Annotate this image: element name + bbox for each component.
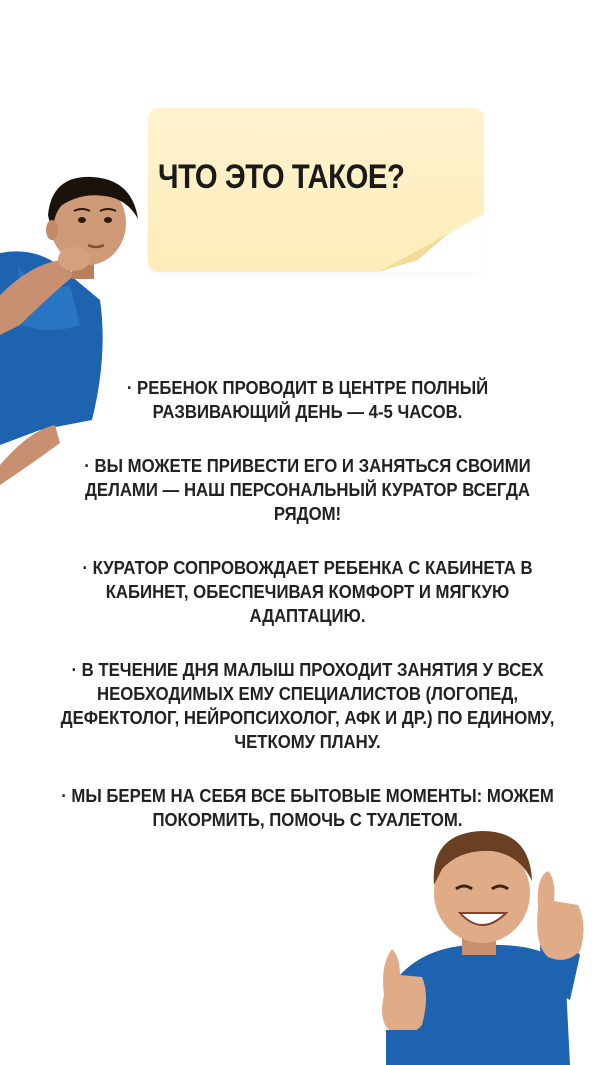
bullet-list xyxy=(40,376,575,862)
sticky-note-fold xyxy=(378,214,484,272)
bullet-item: · КУРАТОР СОПРОВОЖДАЕТ РЕБЕНКА С КАБИНЕТА В КАБИНЕТ, ОБЕСПЕЧИВАЯ КОМФОРТ И МЯГКУЮ АДАПТАЦИЮ. xyxy=(82,558,533,626)
bullet-item: · ВЫ МОЖЕТЕ ПРИВЕСТИ ЕГО И ЗАНЯТЬСЯ СВОИМИ ДЕЛАМИ — НАШ ПЕРСОНАЛЬНЫЙ КУРАТОР ВСЕГДА РЯДОМ! xyxy=(84,456,531,524)
thumbs-up-boy-image xyxy=(370,825,598,1065)
page-title: ЧТО ЭТО ТАКОЕ? xyxy=(158,158,405,196)
bullet-item: · В ТЕЧЕНИЕ ДНЯ МАЛЫШ ПРОХОДИТ ЗАНЯТИЯ У ВСЕХ НЕОБХОДИМЫХ ЕМУ СПЕЦИАЛИСТОВ (ЛОГОПЕД, ДЕФЕКТОЛОГ, НЕЙРОПСИХОЛОГ, АФК И ДР.) ПО ЕДИНОМУ, ЧЕТКОМУ ПЛАНУ. xyxy=(60,660,555,752)
bullet-item: · РЕБЕНОК ПРОВОДИТ В ЦЕНТРЕ ПОЛНЫЙ РАЗВИВАЮЩИЙ ДЕНЬ — 4-5 ЧАСОВ. xyxy=(126,378,489,422)
bullet-item: · МЫ БЕРЕМ НА СЕБЯ ВСЕ БЫТОВЫЕ МОМЕНТЫ: МОЖЕМ ПОКОРМИТЬ, ПОМОЧЬ С ТУАЛЕТОМ. xyxy=(61,786,554,830)
